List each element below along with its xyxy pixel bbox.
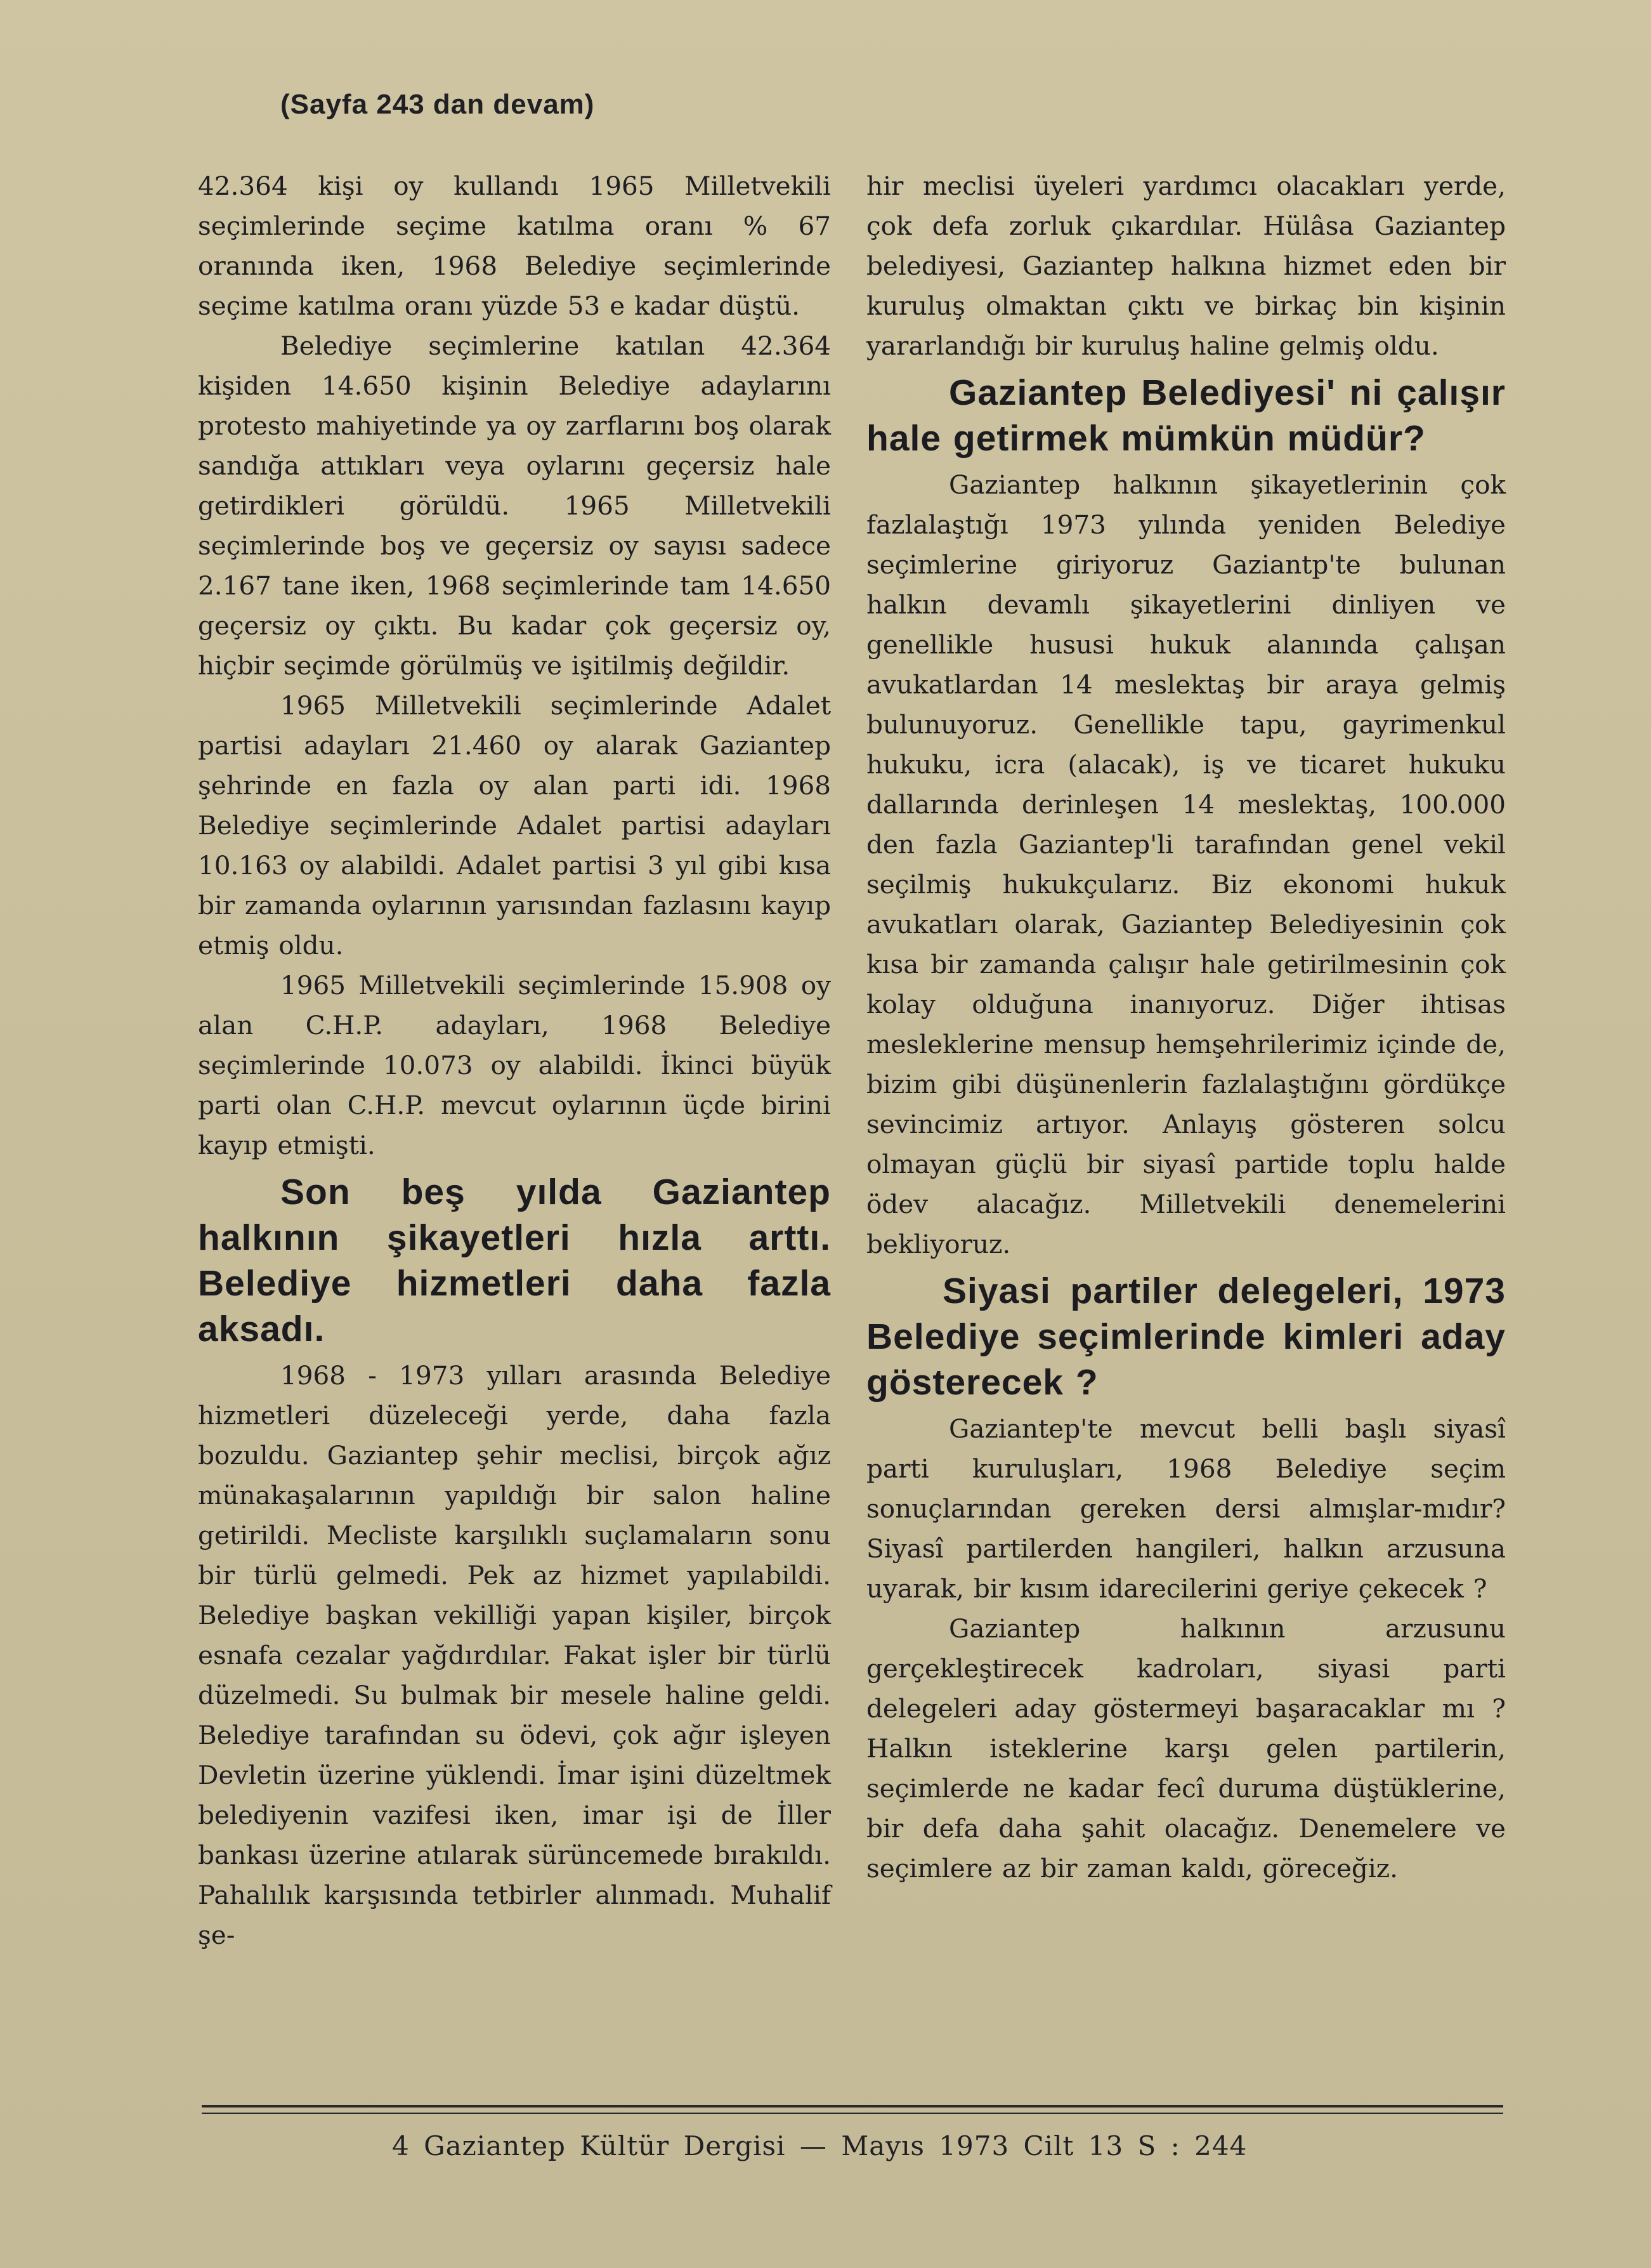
paragraph: 1965 Milletvekili seçimlerinde Adalet partisi adayları 21.460 oy alarak Gaziantep şehrinde en fazla oy alan parti idi. 1968 Belediye seçimlerinde Adalet partisi adayları 10.163 oy alabildi. Adalet partisi 3 yıl gibi kısa bir zamanda oylarının yarısından fazlasını kayıp etmiş oldu. [198, 690, 831, 960]
paragraph: Gaziantep halkının arzusunu gerçekleştirecek kadroları, siyasi parti delegeleri aday göstermeyi başaracaklar mı ? Halkın isteklerine karşı gelen partilerin, seçimlerde ne kadar fecî duruma düştüklerine, bir defa daha şahit olacağız. Denemelere ve seçimlere az bir zaman kaldı, göreceğiz. [866, 1613, 1506, 1884]
paragraph: Gaziantep'te mevcut belli başlı siyasî parti kuruluşları, 1968 Belediye seçim sonuçlarından gereken dersi almışlar-mıdır? Siyasî partilerden hangileri, halkın arzusuna uyarak, bir kısım idarecilerini geriye çekecek ? [866, 1413, 1506, 1604]
paragraph: 1965 Milletvekili seçimlerinde 15.908 oy alan C.H.P. adayları, 1968 Belediye seçimlerinde 10.073 oy alabildi. İkinci büyük parti olan C.H.P. mevcut oylarının üçde birini kayıp etmişti. [198, 970, 831, 1160]
section-heading: Siyasi partiler delegeleri, 1973 Belediye seçimlerinde kimleri aday gösterecek ? [866, 1271, 1506, 1403]
paragraph: hir meclisi üyeleri yardımcı olacakları yerde, çok defa zorluk çıkardılar. Hülâsa Gaziantep belediyesi, Gaziantep halkına hizmet eden bir kuruluş olmaktan çıktı ve birkaç bin kişinin yararlandığı bir kuruluş haline gelmiş oldu. [866, 171, 1506, 361]
footer-divider [202, 2105, 1503, 2107]
paragraph: 42.364 kişi oy kullandı 1965 Milletvekili seçimlerinde seçime katılma oranı % 67 oranında iken, 1968 Belediye seçimlerinde seçime katılma oranı yüzde 53 e kadar düştü. [198, 171, 831, 321]
paragraph: Gaziantep halkının şikayetlerinin çok fazlalaştığı 1973 yılında yeniden Belediye seçimlerine giriyoruz Gaziantp'te bulunan halkın devamlı şikayetlerini dinliyen ve genellikle hususi hukuk alanında çalışan avukatlardan 14 meslektaş bir araya gelmiş bulunuyoruz. Genellikle tapu, gayrimenkul hukuku, icra (alacak), iş ve ticaret hukuku dallarında derinleşen 14 meslektaş, 100.000 den fazla Gaziantep'li tarafından genel vekil seçilmiş hukukçularız. Biz ekonomi hukuk avukatları olarak, Gaziantep Belediyesinin çok kısa bir zamanda çalışır hale getirilmesinin çok kolay olduğuna inanıyoruz. Diğer ihtisas mesleklerine mensup hemşehrilerimiz içinde de, bizim gibi düşünenlerin fazlalaştığını gördükçe sevincimiz artıyor. Anlayış gösteren solcu olmayan güçlü bir siyasî partide toplu halde ödev alacağız. Milletvekili denemelerini bekliyoruz. [866, 469, 1506, 1259]
paragraph: Belediye seçimlerine katılan 42.364 kişiden 14.650 kişinin Belediye adaylarını protesto mahiyetinde ya oy zarflarını boş olarak sandığa attıkları veya oylarını geçersiz hale getirdikleri görüldü. 1965 Milletvekili seçimlerinde boş ve geçersiz oy sayısı sadece 2.167 tane iken, 1968 seçimlerinde tam 14.650 geçersiz oy çıktı. Bu kadar çok geçersiz oy, hiçbir seçimde görülmüş ve işitilmiş değildir. [198, 331, 831, 681]
section-heading: Gaziantep Belediyesi' ni çalışır hale getirmek mümkün müdür? [866, 372, 1506, 459]
section-heading: Son beş yılda Gaziantep halkının şikayetleri hızla arttı. Belediye hizmetleri daha fazla aksadı. [198, 1172, 831, 1349]
footer-divider [202, 2113, 1503, 2114]
right-column [866, 166, 1506, 1889]
page-footer: 4 Gaziantep Kültür Dergisi — Mayıs 1973 Cilt 13 S : 244 [392, 2130, 1248, 2161]
paragraph: 1968 - 1973 yılları arasında Belediye hizmetleri düzeleceği yerde, daha fazla bozuldu. Gaziantep şehir meclisi, birçok ağız münakaşalarının yapıldığı bir salon haline getirildi. Mecliste karşılıklı suçlamaların sonu bir türlü gelmedi. Pek az hizmet yapılabildi. Belediye başkan vekilliği yapan kişiler, birçok esnafa cezalar yağdırdılar. Fakat işler bir türlü düzelmedi. Su bulmak bir mesele haline geldi. Belediye tarafından su ödevi, çok ağır işleyen Devletin üzerine yüklendi. İmar işini düzeltmek belediyenin vazifesi iken, imar işi de İller bankası üzerine atılarak sürüncemede bırakıldı. Pahalılık karşısında tetbirler alınmadı. Muhalif şe- [198, 1360, 831, 1950]
left-column [198, 166, 831, 1955]
continued-from-note: (Sayfa 243 dan devam) [280, 89, 595, 120]
